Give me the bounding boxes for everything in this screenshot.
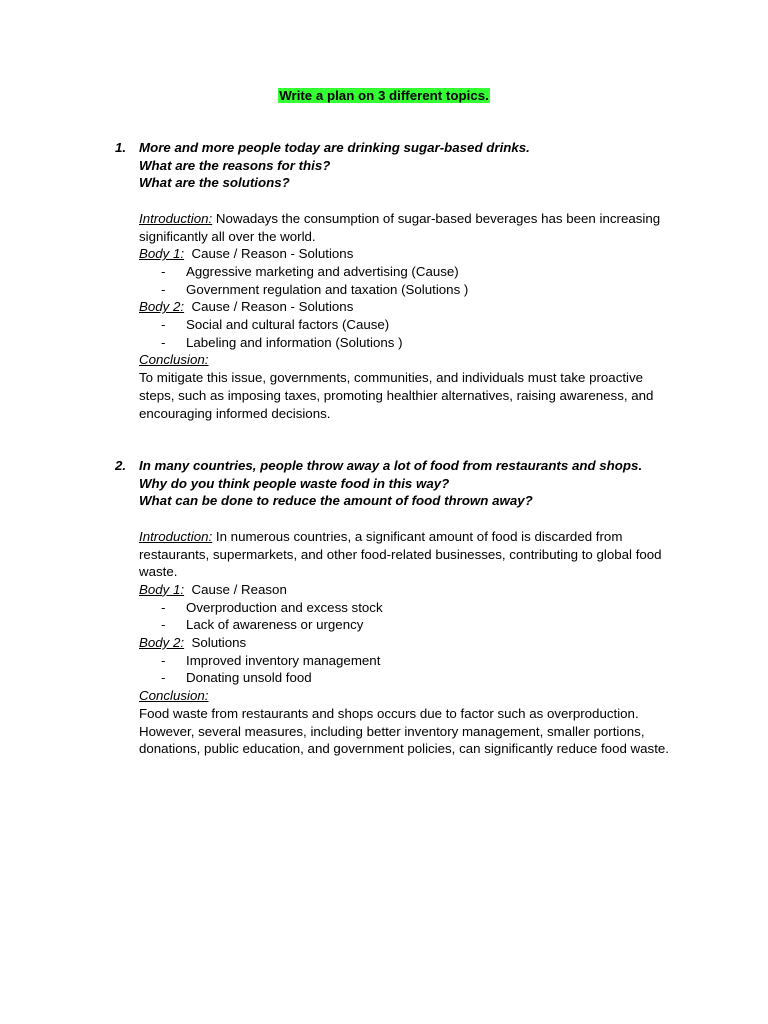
body-1-label: Body 1: (139, 246, 185, 262)
body-1-heading (139, 581, 679, 599)
body-2-heading (139, 298, 679, 316)
body-2-label: Body 2: (139, 299, 185, 315)
list-item-text: Government regulation and taxation (Solutions ) (186, 281, 469, 297)
introduction-text: Nowadays the consumption of sugar-based beverages has been increasing significantly all over the world. (139, 210, 661, 244)
question-line: What are the solutions? (139, 175, 290, 191)
body-2-heading-text: Solutions (191, 635, 247, 651)
topic-number: 1. (115, 140, 127, 155)
body-2-bullets (139, 652, 679, 687)
conclusion-label: Conclusion: (139, 352, 209, 368)
list-item: - Social and cultural factors (Cause) (161, 317, 390, 333)
list-item: - Donating unsold food (161, 670, 312, 686)
introduction-paragraph (139, 210, 679, 245)
body-2-heading (139, 634, 679, 652)
question-line: More and more people today are drinking sugar-based drinks. (139, 140, 530, 155)
spacer (139, 510, 679, 528)
body-1-bullets (139, 599, 679, 634)
question-line: What can be done to reduce the amount of food thrown away? (139, 493, 533, 509)
conclusion-label: Conclusion: (139, 688, 209, 704)
topic-2 (115, 457, 679, 758)
list-item-text: Overproduction and excess stock (186, 599, 383, 615)
question-line: What are the reasons for this? (139, 157, 331, 173)
conclusion-text: To mitigate this issue, governments, communities, and individuals must take proactive steps, such as imposing taxes, promoting healthier alternatives, raising awareness, and encouraging informed decisions. (139, 370, 654, 421)
question-line: In many countries, people throw away a lot of food from restaurants and shops. (139, 458, 643, 473)
body-1-heading (139, 245, 679, 263)
list-item-text: Improved inventory management (186, 652, 381, 668)
list-item: - Government regulation and taxation (Solutions ) (161, 281, 469, 297)
title-block (0, 87, 768, 105)
spacer (139, 192, 679, 210)
conclusion-text: Food waste from restaurants and shops occurs due to factor such as overproduction. However, several measures, including better inventory management, smaller portions, donations, public education, and government policies, can significantly reduce food waste. (139, 705, 669, 757)
list-item: - Improved inventory management (161, 652, 381, 668)
introduction-paragraph (139, 528, 679, 581)
topic-number: 2. (115, 458, 127, 473)
body-2-heading-text: Cause / Reason - Solutions (191, 299, 354, 315)
topic-1 (115, 139, 679, 422)
list-item: - Aggressive marketing and advertising (Cause) (161, 263, 459, 279)
list-item-text: Lack of awareness or urgency (186, 617, 364, 633)
body-1-bullets (139, 263, 679, 298)
list-item-text: Labeling and information (Solutions ) (186, 334, 403, 350)
introduction-label: Introduction: (139, 210, 213, 226)
list-item: - Lack of awareness or urgency (161, 617, 364, 633)
introduction-text: In numerous countries, a significant amount of food is discarded from restaurants, supermarkets, and other food-related businesses, contributing to global food waste. (139, 528, 662, 580)
introduction-label: Introduction: (139, 528, 213, 544)
body-1-heading-text: Cause / Reason - Solutions (191, 246, 354, 262)
list-item: - Labeling and information (Solutions ) (161, 334, 403, 350)
list-item-text: Donating unsold food (186, 670, 312, 686)
list-item-text: Social and cultural factors (Cause) (186, 317, 390, 333)
list-item-text: Aggressive marketing and advertising (Cause) (186, 263, 459, 279)
body-2-bullets (139, 316, 679, 351)
question-line: Why do you think people waste food in this way? (139, 475, 450, 491)
body-2-label: Body 2: (139, 635, 185, 651)
body-1-label: Body 1: (139, 581, 185, 597)
list-item: - Overproduction and excess stock (161, 599, 383, 615)
page-title: Write a plan on 3 different topics. (279, 88, 489, 103)
body-1-heading-text: Cause / Reason (191, 581, 287, 597)
